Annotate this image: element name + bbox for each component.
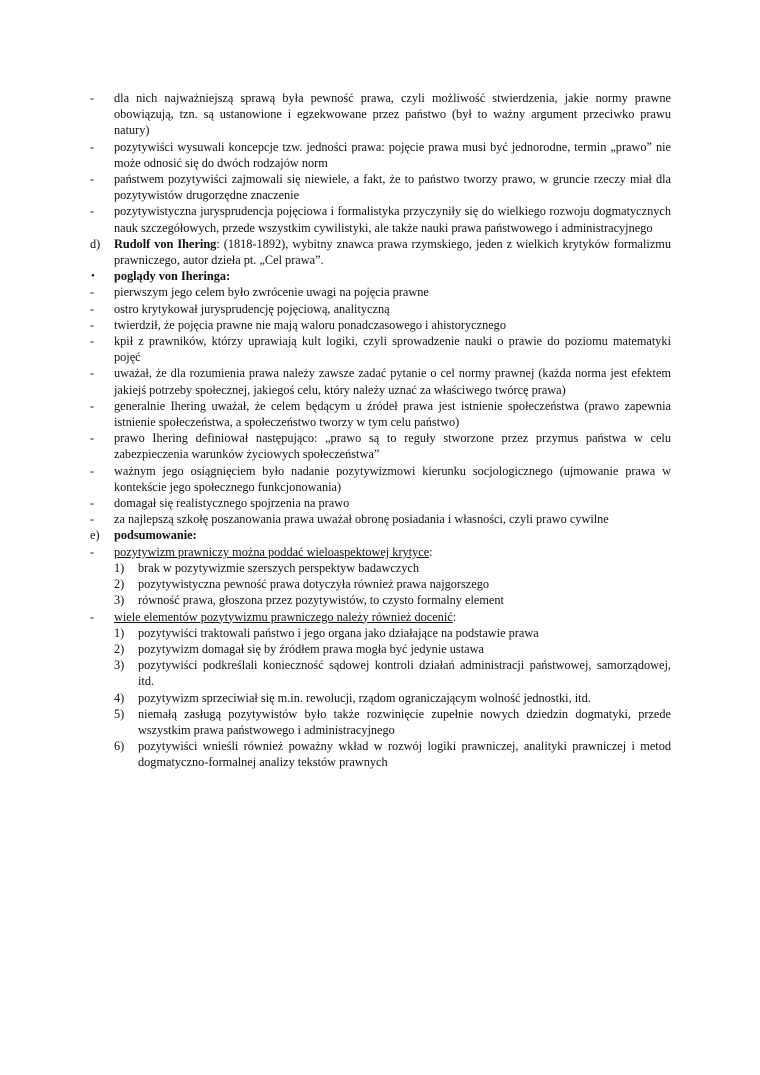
number-marker: 3) (114, 593, 125, 608)
numbered-item: 5) niemałą zasługą pozytywistów było także rozwinięcie zupełnie nowych dziedzin dogmatyki, przede wszystkim prawa państwowego i administracyjnego (114, 706, 671, 737)
criticism-heading: - pozytywizm prawniczy można poddać wieloaspektowej krytyce: (90, 544, 433, 559)
dash-marker: - (90, 204, 95, 219)
number-marker: 3) (114, 658, 125, 673)
number-marker: 2) (114, 577, 125, 592)
dash-marker: - (90, 398, 95, 413)
section-marker: e) (90, 528, 100, 543)
numbered-item: 2) pozytywistyczna pewność prawa dotyczyła również prawa najgorszego (114, 577, 490, 592)
dash-list-item: - kpił z prawników, którzy uprawiają kult logiki, czyli sprowadzenie nauki o prawie do poziomu matematyki pojęć (90, 334, 671, 365)
section-marker: d) (90, 236, 101, 251)
numbered-item: 3) równość prawa, głoszona przez pozytywistów, to czysto formalny element (114, 593, 504, 608)
dash-list-item: - ostro krytykował jurysprudencję pojęciową, analityczną (90, 301, 390, 316)
dash-marker: - (90, 91, 95, 105)
views-heading: • poglądy von Iheringa: (91, 269, 231, 284)
dash-marker: - (90, 334, 95, 349)
number-marker: 4) (114, 690, 125, 705)
dash-marker: - (90, 544, 95, 559)
dash-marker: - (90, 512, 95, 527)
section-d: d) Rudolf von Ihering: (1818-1892), wybitny znawca prawa rzymskiego, jeden z wielkich krytyków formalizmu prawniczego, autor dzieła pt. „Cel prawa”. (90, 236, 671, 268)
numbered-item: 2) pozytywizm domagał się by źródłem prawa mogła być jedynie ustawa (114, 641, 484, 656)
dash-list-item: - pierwszym jego celem było zwrócenie uwagi na pojęcia prawne (90, 285, 429, 300)
section-title: Rudolf von Ihering (114, 236, 217, 251)
dash-list-item: - pozytywistyczna jurysprudencja pojęciowa i formalistyka przyczyniły się do wielkiego rozwoju dogmatycznych nauk szczegółowych, przede wszystkim cywilistyki, ale także nauki prawa państwowego i administracyjnego (90, 204, 671, 235)
dash-list-item: - domagał się realistycznego spojrzenia na prawo (90, 496, 350, 511)
section-e: e) podsumowanie: (90, 528, 197, 543)
number-marker: 5) (114, 706, 125, 721)
dash-list-item: - pozytywiści wysuwali koncepcje tzw. jedności prawa: pojęcie prawa musi być jednorodne, termin „prawo” nie może odnosić się do dwóch rodzajów norm (90, 139, 671, 170)
dash-list-item: - uważał, że dla rozumienia prawa należy zawsze zadać pytanie o cel normy prawnej (każda norma jest efektem jakiejś potrzeby społecznej, jakiegoś celu, który należy uznać za właściwego twórcę prawa) (90, 366, 671, 397)
dash-list-item: - twierdził, że pojęcia prawne nie mają waloru ponadczasowego i ahistorycznego (90, 317, 506, 332)
bullet-marker: • (91, 270, 95, 283)
dash-list-item: - za najlepszą szkołę poszanowania prawa uważał obronę posiadania i własności, czyli prawo cywilne (90, 512, 609, 527)
dash-marker: - (90, 431, 95, 446)
dash-marker: - (90, 366, 95, 381)
numbered-item: 1) pozytywiści traktowali państwo i jego organa jako działające na podstawie prawa (114, 625, 539, 640)
dash-list-item: - ważnym jego osiągnięciem było nadanie pozytywizmowi kierunku socjologicznego (ujmowanie prawa w kontekście jego społecznego funkcjonowania) (90, 463, 671, 494)
number-marker: 1) (114, 560, 125, 575)
number-marker: 2) (114, 641, 125, 656)
dash-marker: - (90, 285, 95, 300)
merits-heading: - wiele elementów pozytywizmu prawniczego należy również docenić: (90, 609, 457, 624)
dash-marker: - (90, 496, 95, 511)
document-body (90, 90, 671, 771)
dash-marker: - (90, 172, 95, 187)
numbered-item: 6) pozytywiści wnieśli również poważny wkład w rozwój logiki prawniczej, analityki prawniczej i metod dogmatyczno-formalnej analizy tekstów prawnych (114, 739, 671, 770)
dash-list-item: - dla nich najważniejszą sprawą była pewność prawa, czyli możliwość stwierdzenia, jakie normy prawne obowiązują, tzn. są ustanowione i egzekwowane przez państwo (był to ważny argument przeciwko prawu natury) (90, 91, 671, 138)
dash-list-item: - generalnie Ihering uważał, że celem będącym u źródeł prawa jest istnienie społeczeństwa (prawo zapewnia istnienie społeczeństwa, a społeczeństwo tworzy w tym celu państwo) (90, 398, 671, 430)
number-marker: 6) (114, 739, 125, 754)
dash-marker: - (90, 463, 95, 478)
dash-marker: - (90, 301, 95, 316)
dash-marker: - (90, 139, 95, 154)
dash-marker: - (90, 609, 95, 624)
section-title: podsumowanie (114, 528, 193, 543)
numbered-item: 1) brak w pozytywizmie szerszych perspektyw badawczych (114, 560, 420, 575)
numbered-item: 3) pozytywiści podkreślali konieczność sądowej kontroli działań administracji państwowej, samorządowej, itd. (114, 658, 671, 689)
number-marker: 1) (114, 625, 125, 640)
dash-list-item: - prawo Ihering definiował następująco: „prawo są to reguły stworzone przez przymus państwa w celu zabezpieczenia warunków życiowych społeczeństwa” (90, 431, 671, 462)
dash-list-item: - państwem pozytywiści zajmowali się niewiele, a fakt, że to państwo tworzy prawo, w gruncie rzeczy miał dla pozytywistów drugorzędne znaczenie (90, 172, 671, 203)
dash-marker: - (90, 317, 95, 332)
numbered-item: 4) pozytywizm sprzeciwiał się m.in. rewolucji, rządom ograniczającym wolność jednostki, itd. (114, 690, 591, 705)
